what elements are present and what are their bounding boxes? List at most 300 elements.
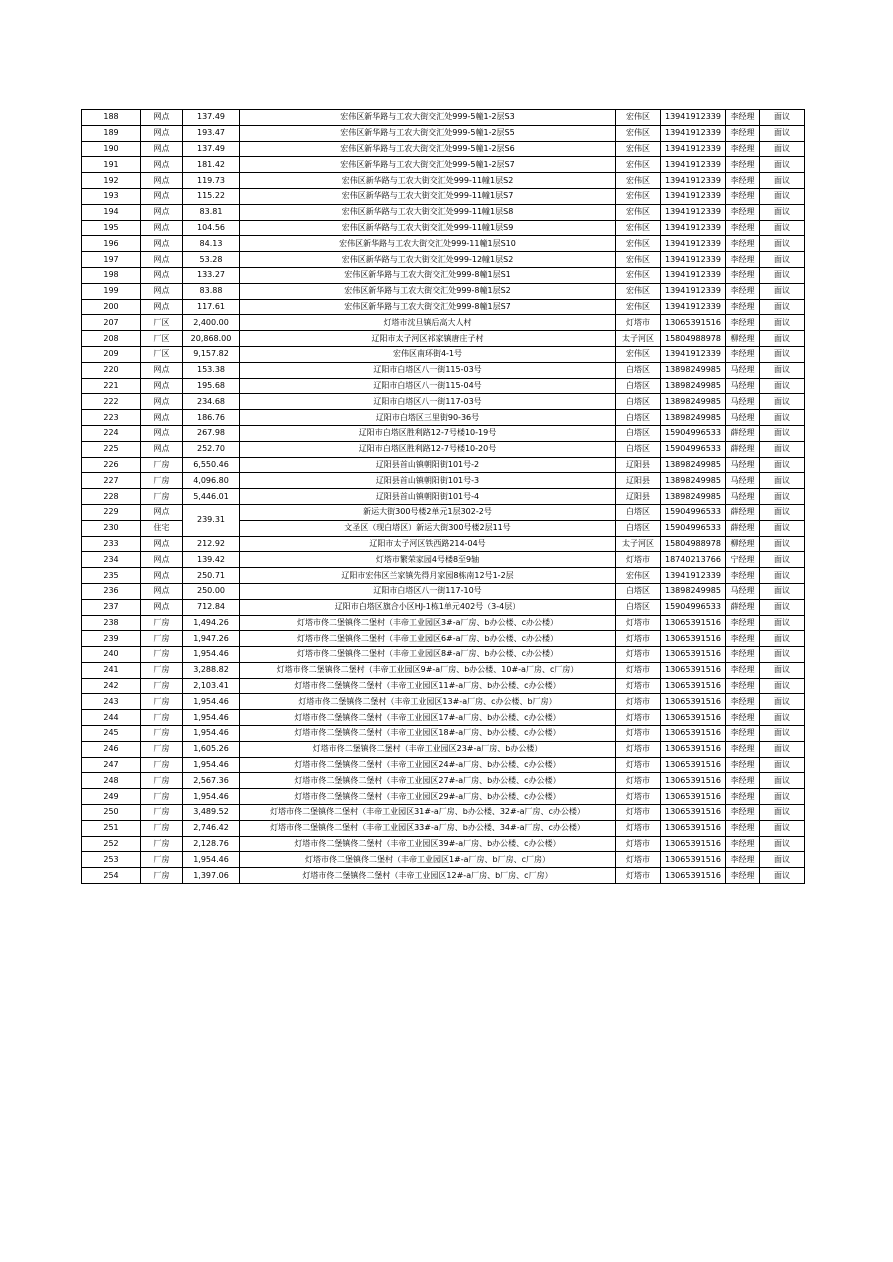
- phone-number-cell: 13898249985: [661, 489, 726, 505]
- address-cell: 灯塔市佟二堡镇佟二堡村（丰帝工业园区33#-a厂房、b办公楼、34#-a厂房、c办公楼）: [240, 820, 616, 836]
- property-type-cell: 网点: [141, 583, 183, 599]
- phone-number-cell: 13898249985: [661, 410, 726, 426]
- property-type-cell: 厂房: [141, 678, 183, 694]
- table-row: [82, 615, 805, 631]
- phone-number-cell: 15804988978: [661, 331, 726, 347]
- address-cell: 灯塔市佟二堡镇佟二堡村（丰帝工业园区27#-a厂房、b办公楼、c办公楼）: [240, 773, 616, 789]
- phone-number-cell: 15904996533: [661, 425, 726, 441]
- contact-person-cell: 宁经理: [726, 552, 760, 568]
- row-number-cell: 230: [82, 520, 141, 536]
- property-type-cell: 厂房: [141, 741, 183, 757]
- area-value-cell: 84.13: [183, 236, 240, 252]
- table-row: [82, 757, 805, 773]
- area-value-cell: 2,567.36: [183, 773, 240, 789]
- table-row: [82, 252, 805, 268]
- area-value-cell: 117.61: [183, 299, 240, 315]
- table-row: [82, 315, 805, 331]
- area-value-cell: 53.28: [183, 252, 240, 268]
- price-cell: 面议: [760, 868, 805, 884]
- price-cell: 面议: [760, 362, 805, 378]
- district-cell: 宏伟区: [616, 236, 661, 252]
- row-number-cell: 222: [82, 394, 141, 410]
- row-number-cell: 236: [82, 583, 141, 599]
- table-row: [82, 741, 805, 757]
- address-cell: 灯塔市佟二堡镇佟二堡村（丰帝工业园区12#-a厂房、b厂房、c厂房）: [240, 868, 616, 884]
- phone-number-cell: 13941912339: [661, 125, 726, 141]
- district-cell: 灯塔市: [616, 662, 661, 678]
- contact-person-cell: 李经理: [726, 220, 760, 236]
- phone-number-cell: 15904996533: [661, 504, 726, 520]
- row-number-cell: 239: [82, 631, 141, 647]
- district-cell: 白塔区: [616, 599, 661, 615]
- property-type-cell: 厂房: [141, 852, 183, 868]
- phone-number-cell: 13941912339: [661, 252, 726, 268]
- area-value-cell: 1,605.26: [183, 741, 240, 757]
- row-number-cell: 221: [82, 378, 141, 394]
- phone-number-cell: 13065391516: [661, 820, 726, 836]
- area-value-cell: 2,128.76: [183, 836, 240, 852]
- contact-person-cell: 柳经理: [726, 331, 760, 347]
- property-type-cell: 厂房: [141, 789, 183, 805]
- address-cell: 宏伟区新华路与工农大街交汇处999-11幢1层S2: [240, 173, 616, 189]
- table-row: [82, 805, 805, 821]
- address-cell: 辽阳县首山镇朝阳街101号-2: [240, 457, 616, 473]
- address-cell: 辽阳县首山镇朝阳街101号-3: [240, 473, 616, 489]
- price-cell: 面议: [760, 267, 805, 283]
- property-type-cell: 厂房: [141, 773, 183, 789]
- table-row: [82, 441, 805, 457]
- address-cell: 辽阳市白塔区八一街115-04号: [240, 378, 616, 394]
- area-value-cell: 234.68: [183, 394, 240, 410]
- contact-person-cell: 李经理: [726, 757, 760, 773]
- address-cell: 灯塔市佟二堡镇佟二堡村（丰帝工业园区31#-a厂房、b办公楼、32#-a厂房、c办公楼）: [240, 805, 616, 821]
- address-cell: 灯塔市佟二堡镇佟二堡村（丰帝工业园区23#-a厂房、b办公楼）: [240, 741, 616, 757]
- district-cell: 宏伟区: [616, 141, 661, 157]
- area-value-cell: 239.31: [183, 504, 240, 536]
- contact-person-cell: 马经理: [726, 583, 760, 599]
- area-value-cell: 2,746.42: [183, 820, 240, 836]
- address-cell: 新运大街300号楼2单元1层302-2号: [240, 504, 616, 520]
- row-number-cell: 190: [82, 141, 141, 157]
- row-number-cell: 220: [82, 362, 141, 378]
- row-number-cell: 198: [82, 267, 141, 283]
- district-cell: 宏伟区: [616, 299, 661, 315]
- row-number-cell: 227: [82, 473, 141, 489]
- table-row: [82, 220, 805, 236]
- property-type-cell: 网点: [141, 110, 183, 126]
- price-cell: 面议: [760, 789, 805, 805]
- area-value-cell: 252.70: [183, 441, 240, 457]
- address-cell: 宏伟区新华路与工农大街交汇处999-11幢1层S7: [240, 188, 616, 204]
- price-cell: 面议: [760, 378, 805, 394]
- property-type-cell: 网点: [141, 441, 183, 457]
- property-type-cell: 网点: [141, 283, 183, 299]
- property-type-cell: 厂房: [141, 726, 183, 742]
- property-type-cell: 厂房: [141, 694, 183, 710]
- phone-number-cell: 13065391516: [661, 868, 726, 884]
- price-cell: 面议: [760, 283, 805, 299]
- district-cell: 太子河区: [616, 536, 661, 552]
- contact-person-cell: 李经理: [726, 125, 760, 141]
- contact-person-cell: 李经理: [726, 726, 760, 742]
- price-cell: 面议: [760, 252, 805, 268]
- contact-person-cell: 李经理: [726, 631, 760, 647]
- area-value-cell: 195.68: [183, 378, 240, 394]
- contact-person-cell: 李经理: [726, 110, 760, 126]
- price-cell: 面议: [760, 710, 805, 726]
- table-row: [82, 425, 805, 441]
- table-row: [82, 789, 805, 805]
- phone-number-cell: 13065391516: [661, 631, 726, 647]
- table-row: [82, 473, 805, 489]
- row-number-cell: 250: [82, 805, 141, 821]
- row-number-cell: 237: [82, 599, 141, 615]
- phone-number-cell: 15904996533: [661, 599, 726, 615]
- phone-number-cell: 13898249985: [661, 583, 726, 599]
- phone-number-cell: 18740213766: [661, 552, 726, 568]
- table-row: [82, 410, 805, 426]
- table-row: [82, 236, 805, 252]
- price-cell: 面议: [760, 568, 805, 584]
- phone-number-cell: 13898249985: [661, 394, 726, 410]
- row-number-cell: 233: [82, 536, 141, 552]
- property-type-cell: 网点: [141, 299, 183, 315]
- district-cell: 灯塔市: [616, 741, 661, 757]
- price-cell: 面议: [760, 552, 805, 568]
- table-row: [82, 204, 805, 220]
- address-cell: 灯塔市佟二堡镇佟二堡村（丰帝工业园区39#-a厂房、b办公楼、c办公楼）: [240, 836, 616, 852]
- table-row: [82, 868, 805, 884]
- phone-number-cell: 13065391516: [661, 315, 726, 331]
- phone-number-cell: 13898249985: [661, 457, 726, 473]
- property-type-cell: 网点: [141, 125, 183, 141]
- address-cell: 灯塔市佟二堡镇佟二堡村（丰帝工业园区13#-a厂房、c办公楼、b厂房）: [240, 694, 616, 710]
- price-cell: 面议: [760, 504, 805, 520]
- address-cell: 宏伟区新华路与工农大街交汇处999-5幢1-2层S5: [240, 125, 616, 141]
- phone-number-cell: 13065391516: [661, 836, 726, 852]
- area-value-cell: 212.92: [183, 536, 240, 552]
- district-cell: 宏伟区: [616, 188, 661, 204]
- table-row: [82, 267, 805, 283]
- contact-person-cell: 李经理: [726, 820, 760, 836]
- phone-number-cell: 13065391516: [661, 852, 726, 868]
- table-row: [82, 504, 805, 520]
- contact-person-cell: 李经理: [726, 647, 760, 663]
- area-value-cell: 83.81: [183, 204, 240, 220]
- district-cell: 宏伟区: [616, 267, 661, 283]
- area-value-cell: 137.49: [183, 110, 240, 126]
- row-number-cell: 189: [82, 125, 141, 141]
- phone-number-cell: 13065391516: [661, 757, 726, 773]
- price-cell: 面议: [760, 204, 805, 220]
- price-cell: 面议: [760, 773, 805, 789]
- property-listing-table: [81, 109, 805, 884]
- price-cell: 面议: [760, 662, 805, 678]
- area-value-cell: 119.73: [183, 173, 240, 189]
- contact-person-cell: 薛经理: [726, 599, 760, 615]
- district-cell: 白塔区: [616, 504, 661, 520]
- district-cell: 灯塔市: [616, 836, 661, 852]
- table-row: [82, 489, 805, 505]
- area-value-cell: 115.22: [183, 188, 240, 204]
- price-cell: 面议: [760, 520, 805, 536]
- address-cell: 宏伟区新华路与工农大街交汇处999-5幢1-2层S7: [240, 157, 616, 173]
- row-number-cell: 208: [82, 331, 141, 347]
- phone-number-cell: 13941912339: [661, 141, 726, 157]
- phone-number-cell: 13065391516: [661, 789, 726, 805]
- price-cell: 面议: [760, 741, 805, 757]
- district-cell: 宏伟区: [616, 283, 661, 299]
- district-cell: 灯塔市: [616, 852, 661, 868]
- price-cell: 面议: [760, 599, 805, 615]
- phone-number-cell: 13941912339: [661, 220, 726, 236]
- address-cell: 灯塔市佟二堡镇佟二堡村（丰帝工业园区1#-a厂房、b厂房、c厂房）: [240, 852, 616, 868]
- property-type-cell: 网点: [141, 236, 183, 252]
- property-type-cell: 厂房: [141, 820, 183, 836]
- price-cell: 面议: [760, 125, 805, 141]
- price-cell: 面议: [760, 852, 805, 868]
- address-cell: 辽阳市白塔区八一街115-03号: [240, 362, 616, 378]
- contact-person-cell: 李经理: [726, 678, 760, 694]
- price-cell: 面议: [760, 536, 805, 552]
- district-cell: 辽阳县: [616, 457, 661, 473]
- price-cell: 面议: [760, 188, 805, 204]
- property-type-cell: 网点: [141, 536, 183, 552]
- district-cell: 灯塔市: [616, 789, 661, 805]
- property-type-cell: 厂房: [141, 710, 183, 726]
- address-cell: 宏伟区新华路与工农大街交汇处999-8幢1层S1: [240, 267, 616, 283]
- table-row: [82, 394, 805, 410]
- property-type-cell: 厂房: [141, 868, 183, 884]
- price-cell: 面议: [760, 647, 805, 663]
- district-cell: 灯塔市: [616, 678, 661, 694]
- area-value-cell: 186.76: [183, 410, 240, 426]
- area-value-cell: 139.42: [183, 552, 240, 568]
- table-row: [82, 647, 805, 663]
- district-cell: 白塔区: [616, 394, 661, 410]
- area-value-cell: 3,288.82: [183, 662, 240, 678]
- price-cell: 面议: [760, 631, 805, 647]
- area-value-cell: 20,868.00: [183, 331, 240, 347]
- phone-number-cell: 13898249985: [661, 378, 726, 394]
- row-number-cell: 235: [82, 568, 141, 584]
- table-row: [82, 157, 805, 173]
- table-row: [82, 852, 805, 868]
- area-value-cell: 9,157.82: [183, 346, 240, 362]
- phone-number-cell: 13941912339: [661, 204, 726, 220]
- price-cell: 面议: [760, 173, 805, 189]
- contact-person-cell: 李经理: [726, 346, 760, 362]
- district-cell: 辽阳县: [616, 473, 661, 489]
- area-value-cell: 1,494.26: [183, 615, 240, 631]
- address-cell: 辽阳市白塔区三里街90-36号: [240, 410, 616, 426]
- row-number-cell: 193: [82, 188, 141, 204]
- phone-number-cell: 13941912339: [661, 173, 726, 189]
- property-type-cell: 网点: [141, 599, 183, 615]
- property-type-cell: 厂房: [141, 473, 183, 489]
- phone-number-cell: 13941912339: [661, 283, 726, 299]
- district-cell: 白塔区: [616, 583, 661, 599]
- district-cell: 宏伟区: [616, 110, 661, 126]
- address-cell: 宏伟区新华路与工农大街交汇处999-5幢1-2层S6: [240, 141, 616, 157]
- property-type-cell: 网点: [141, 173, 183, 189]
- area-value-cell: 3,489.52: [183, 805, 240, 821]
- contact-person-cell: 李经理: [726, 157, 760, 173]
- district-cell: 白塔区: [616, 441, 661, 457]
- address-cell: 辽阳市白塔区八一街117-10号: [240, 583, 616, 599]
- contact-person-cell: 李经理: [726, 204, 760, 220]
- district-cell: 太子河区: [616, 331, 661, 347]
- phone-number-cell: 13065391516: [661, 726, 726, 742]
- address-cell: 辽阳市太子河区祁家镇唐庄子村: [240, 331, 616, 347]
- row-number-cell: 253: [82, 852, 141, 868]
- contact-person-cell: 薛经理: [726, 425, 760, 441]
- property-type-cell: 网点: [141, 552, 183, 568]
- table-row: [82, 457, 805, 473]
- row-number-cell: 224: [82, 425, 141, 441]
- phone-number-cell: 13065391516: [661, 773, 726, 789]
- address-cell: 宏伟区新华路与工农大街交汇处999-8幢1层S7: [240, 299, 616, 315]
- phone-number-cell: 13941912339: [661, 236, 726, 252]
- price-cell: 面议: [760, 220, 805, 236]
- area-value-cell: 137.49: [183, 141, 240, 157]
- phone-number-cell: 13941912339: [661, 188, 726, 204]
- property-type-cell: 厂区: [141, 331, 183, 347]
- phone-number-cell: 13065391516: [661, 694, 726, 710]
- table-row: [82, 283, 805, 299]
- district-cell: 宏伟区: [616, 568, 661, 584]
- phone-number-cell: 15904996533: [661, 441, 726, 457]
- district-cell: 辽阳县: [616, 489, 661, 505]
- address-cell: 文圣区（现白塔区）新运大街300号楼2层11号: [240, 520, 616, 536]
- contact-person-cell: 李经理: [726, 773, 760, 789]
- address-cell: 宏伟区新华路与工农大街交汇处999-12幢1层S2: [240, 252, 616, 268]
- row-number-cell: 192: [82, 173, 141, 189]
- phone-number-cell: 13941912339: [661, 346, 726, 362]
- area-value-cell: 83.88: [183, 283, 240, 299]
- contact-person-cell: 马经理: [726, 394, 760, 410]
- contact-person-cell: 李经理: [726, 694, 760, 710]
- row-number-cell: 209: [82, 346, 141, 362]
- contact-person-cell: 李经理: [726, 710, 760, 726]
- district-cell: 白塔区: [616, 378, 661, 394]
- row-number-cell: 243: [82, 694, 141, 710]
- row-number-cell: 248: [82, 773, 141, 789]
- district-cell: 灯塔市: [616, 694, 661, 710]
- price-cell: 面议: [760, 836, 805, 852]
- property-type-cell: 网点: [141, 188, 183, 204]
- district-cell: 白塔区: [616, 362, 661, 378]
- district-cell: 宏伟区: [616, 125, 661, 141]
- contact-person-cell: 李经理: [726, 741, 760, 757]
- area-value-cell: 181.42: [183, 157, 240, 173]
- area-value-cell: 1,947.26: [183, 631, 240, 647]
- phone-number-cell: 13065391516: [661, 741, 726, 757]
- contact-person-cell: 马经理: [726, 362, 760, 378]
- row-number-cell: 226: [82, 457, 141, 473]
- contact-person-cell: 李经理: [726, 789, 760, 805]
- district-cell: 灯塔市: [616, 726, 661, 742]
- phone-number-cell: 13941912339: [661, 267, 726, 283]
- phone-number-cell: 13941912339: [661, 157, 726, 173]
- property-type-cell: 网点: [141, 141, 183, 157]
- property-type-cell: 网点: [141, 504, 183, 520]
- address-cell: 灯塔市佟二堡镇佟二堡村（丰帝工业园区8#-a厂房、b办公楼、c办公楼）: [240, 647, 616, 663]
- district-cell: 灯塔市: [616, 805, 661, 821]
- area-value-cell: 1,954.46: [183, 726, 240, 742]
- area-value-cell: 250.71: [183, 568, 240, 584]
- property-type-cell: 网点: [141, 252, 183, 268]
- property-type-cell: 网点: [141, 204, 183, 220]
- district-cell: 灯塔市: [616, 315, 661, 331]
- contact-person-cell: 马经理: [726, 457, 760, 473]
- price-cell: 面议: [760, 236, 805, 252]
- property-type-cell: 住宅: [141, 520, 183, 536]
- area-value-cell: 5,446.01: [183, 489, 240, 505]
- row-number-cell: 241: [82, 662, 141, 678]
- district-cell: 灯塔市: [616, 757, 661, 773]
- district-cell: 白塔区: [616, 520, 661, 536]
- table-row: [82, 110, 805, 126]
- phone-number-cell: 13898249985: [661, 362, 726, 378]
- contact-person-cell: 李经理: [726, 315, 760, 331]
- table-row: [82, 188, 805, 204]
- address-cell: 辽阳市白塔区胜利路12-7号楼10-20号: [240, 441, 616, 457]
- contact-person-cell: 李经理: [726, 236, 760, 252]
- price-cell: 面议: [760, 583, 805, 599]
- district-cell: 灯塔市: [616, 710, 661, 726]
- address-cell: 灯塔市沈旦镇后高大人村: [240, 315, 616, 331]
- phone-number-cell: 13898249985: [661, 473, 726, 489]
- phone-number-cell: 13065391516: [661, 615, 726, 631]
- price-cell: 面议: [760, 457, 805, 473]
- phone-number-cell: 13065391516: [661, 662, 726, 678]
- price-cell: 面议: [760, 678, 805, 694]
- contact-person-cell: 李经理: [726, 252, 760, 268]
- contact-person-cell: 李经理: [726, 568, 760, 584]
- price-cell: 面议: [760, 410, 805, 426]
- phone-number-cell: 13065391516: [661, 710, 726, 726]
- phone-number-cell: 13941912339: [661, 568, 726, 584]
- contact-person-cell: 马经理: [726, 410, 760, 426]
- property-type-cell: 网点: [141, 267, 183, 283]
- row-number-cell: 200: [82, 299, 141, 315]
- table-row: [82, 773, 805, 789]
- property-type-cell: 网点: [141, 362, 183, 378]
- area-value-cell: 250.00: [183, 583, 240, 599]
- district-cell: 白塔区: [616, 410, 661, 426]
- phone-number-cell: 15904996533: [661, 520, 726, 536]
- contact-person-cell: 李经理: [726, 267, 760, 283]
- table-row: [82, 568, 805, 584]
- district-cell: 宏伟区: [616, 173, 661, 189]
- property-type-cell: 厂房: [141, 805, 183, 821]
- property-type-cell: 网点: [141, 378, 183, 394]
- table-body: [82, 110, 805, 884]
- address-cell: 宏伟区新华路与工农大街交汇处999-8幢1层S2: [240, 283, 616, 299]
- address-cell: 灯塔市佟二堡镇佟二堡村（丰帝工业园区3#-a厂房、b办公楼、c办公楼）: [240, 615, 616, 631]
- district-cell: 宏伟区: [616, 346, 661, 362]
- area-value-cell: 1,954.46: [183, 852, 240, 868]
- contact-person-cell: 李经理: [726, 299, 760, 315]
- district-cell: 灯塔市: [616, 773, 661, 789]
- table-row: [82, 552, 805, 568]
- table-row: [82, 599, 805, 615]
- row-number-cell: 245: [82, 726, 141, 742]
- table-row: [82, 141, 805, 157]
- address-cell: 灯塔市佟二堡镇佟二堡村（丰帝工业园区29#-a厂房、b办公楼、c办公楼）: [240, 789, 616, 805]
- table-row: [82, 726, 805, 742]
